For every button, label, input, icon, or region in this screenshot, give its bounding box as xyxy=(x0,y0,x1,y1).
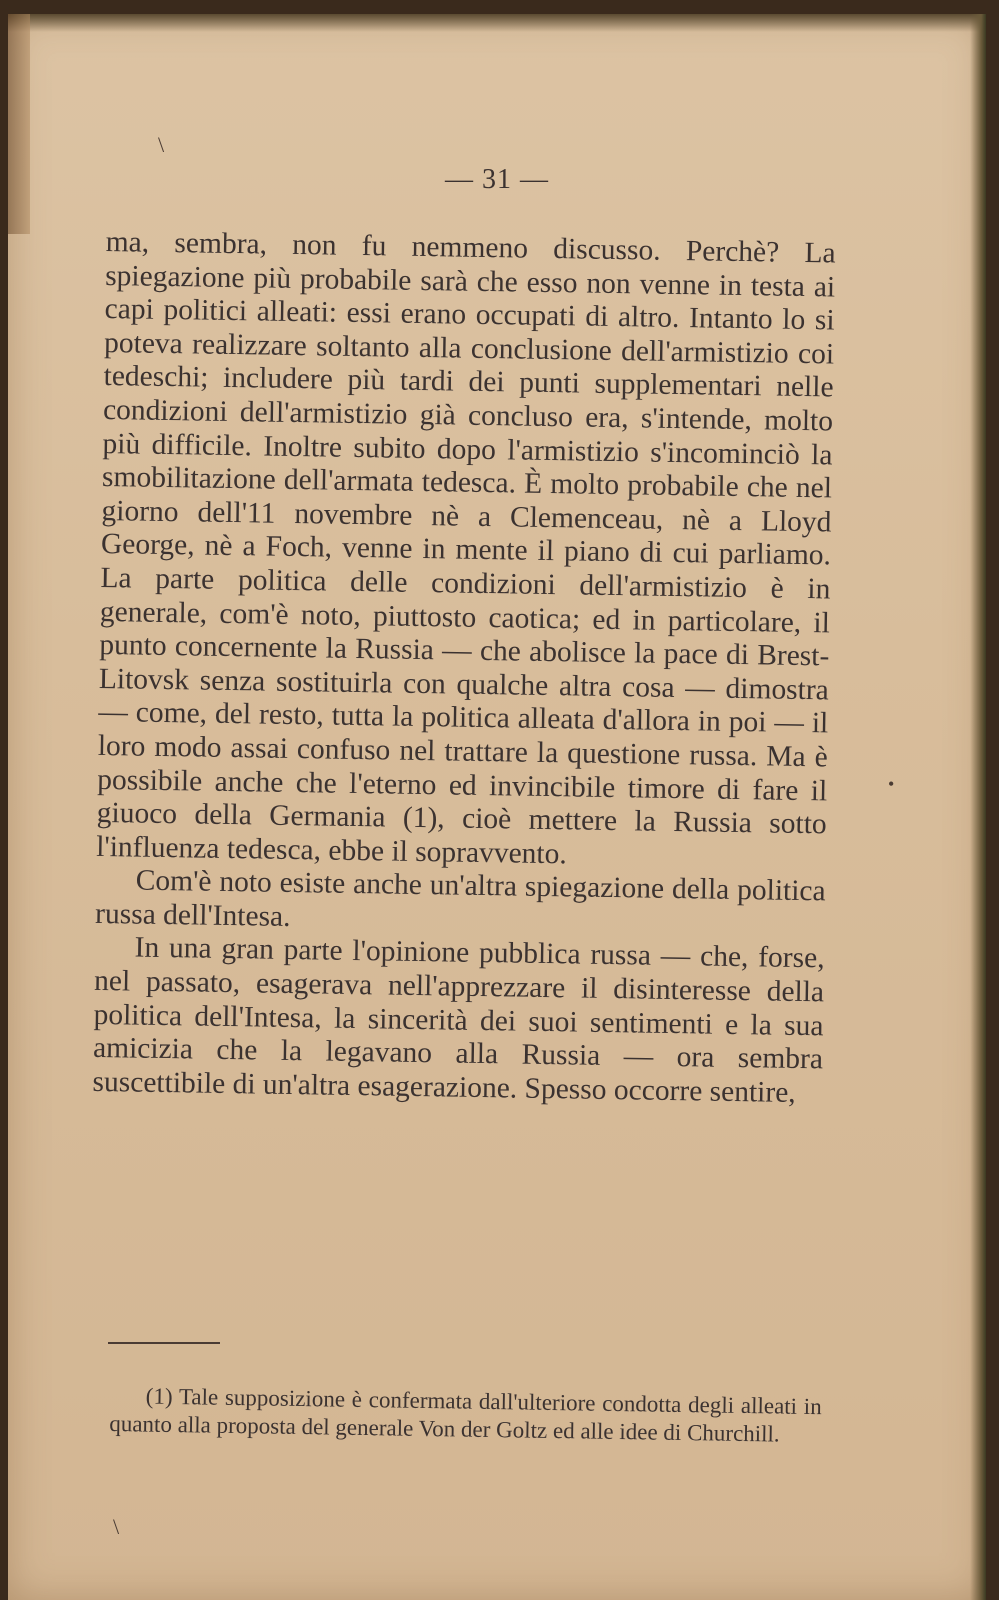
paragraph: ma, sembra, non fu nemmeno discusso. Perchè? La spiegazione più probabile sarà che esso non venne in testa ai capi politici alleati: essi erano occupati di altro. Intanto lo si poteva realizzare soltanto alla conclusione dell'armistizio coi tedeschi; includere più tardi dei punti supplementari nelle condizioni dell'armistizio già concluso era, s'intende, molto più difficile. Inoltre subito dopo l'armistizio s'incominciò la smobilitazione dell'armata tedesca. È molto probabile che nel giorno dell'11 novembre nè a Clemenceau, nè a Lloyd George, nè a Foch, venne in mente il piano di cui parliamo. La parte politica delle condizioni dell'armistizio è in generale, com'è noto, piuttosto caotica; ed in particolare, il punto concernente la Russia — che abolisce la pace di Brest-Litovsk senza sostituirla con qualche altra cosa — dimostra — come, del resto, tutta la politica alleata d'allora in poi — il loro modo assai confuso nel trattare la questione russa. Ma è possibile anche che l'eterno ed invincibile timore di fare il giuoco della Germania (1), cioè mettere la Russia sotto l'influenza tedesca, ebbe il sopravvento. xyxy=(95,226,836,871)
footnote: (1) Tale supposizione è confermata dall'ulteriore condotta degli alleati in quanto alla proposta del generale Von der Goltz ed alle idee di Churchill. xyxy=(109,1383,822,1447)
stray-mark: \ xyxy=(113,1514,120,1539)
page-spine-shadow xyxy=(8,14,30,234)
stray-mark: \ xyxy=(158,132,165,157)
page-number: — 31 — xyxy=(445,164,549,195)
stray-mark: • xyxy=(888,774,895,794)
footnote-separator xyxy=(108,1342,220,1344)
body-text xyxy=(92,226,836,1111)
page-top-edge xyxy=(8,14,986,32)
paragraph: Com'è noto esiste anche un'altra spiegazione della politica russa dell'Intesa. xyxy=(94,864,826,933)
paragraph: In una gran parte l'opinione pubblica russa — che, forse, nel passato, esagerava nell'apprezzare il disinteresse della politica dell'Intesa, la sincerità dei suoi sentimenti e la sua amicizia che la legavano alla Russia — ora sembra suscettibile di un'altra esagerazione. Spesso occorre sentire, xyxy=(92,932,825,1109)
page-right-edge xyxy=(970,14,986,1600)
book-page xyxy=(8,14,986,1600)
